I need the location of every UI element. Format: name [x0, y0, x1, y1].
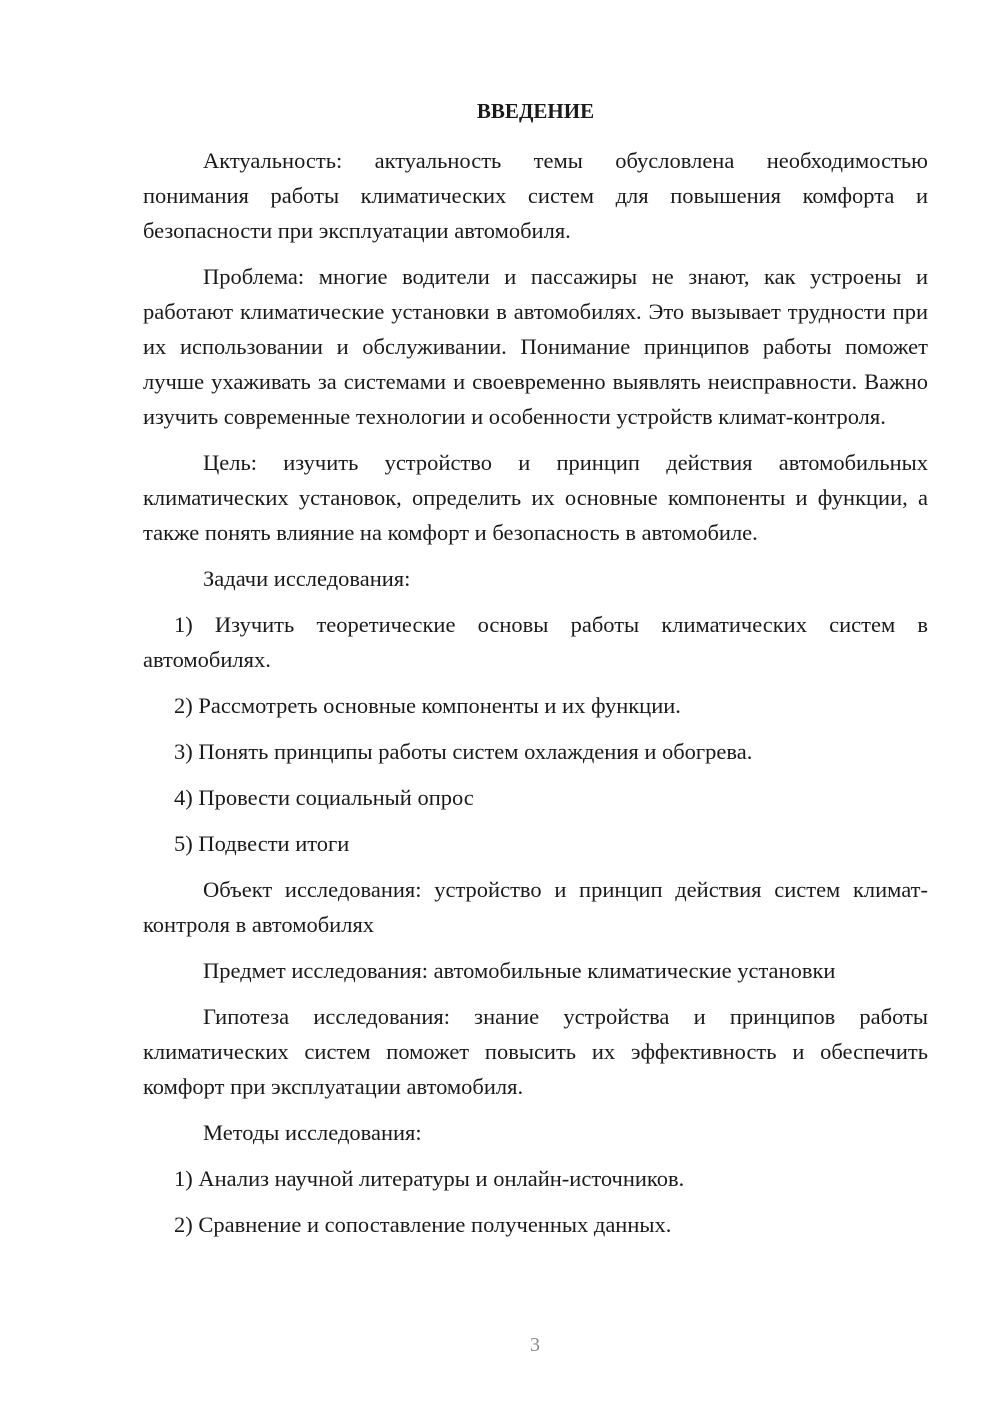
hypothesis-paragraph: Гипотеза исследования: знание устройства и принципов работы климатических систем поможет повысить их эффективность и обеспечить комфорт при эксплуатации автомобиля. [143, 1004, 928, 1099]
task-item-3: 3) Понять принципы работы систем охлаждения и обогрева. [174, 739, 753, 764]
problem-paragraph: Проблема: многие водители и пассажиры не знают, как устроены и работают климатические установки в автомобилях. Это вызывает трудности при их использовании и обслуживании. Понимание принципов работы поможет лучше ухаживать за системами и своевременно выявлять неисправности. Важно изучить современные технологии и особенности устройств климат-контроля. [143, 264, 928, 429]
methods-heading: Методы исследования: [203, 1120, 422, 1145]
page-content [143, 96, 928, 1253]
goal-paragraph: Цель: изучить устройство и принцип действия автомобильных климатических установок, определить их основные компоненты и функции, а также понять влияние на комфорт и безопасность в автомобиле. [143, 450, 928, 545]
tasks-heading: Задачи исследования: [203, 566, 411, 591]
method-item-2: 2) Сравнение и сопоставление полученных данных. [174, 1212, 672, 1237]
task-item-2: 2) Рассмотреть основные компоненты и их функции. [174, 693, 681, 718]
subject-paragraph: Предмет исследования: автомобильные климатические установки [203, 958, 836, 983]
relevance-paragraph: Актуальность: актуальность темы обусловлена необходимостью понимания работы климатических систем для повышения комфорта и безопасности при эксплуатации автомобиля. [143, 148, 928, 243]
page-number: 3 [530, 1334, 540, 1356]
method-item-1: 1) Анализ научной литературы и онлайн-источников. [174, 1166, 685, 1191]
object-paragraph: Объект исследования: устройство и принцип действия систем климат-контроля в автомобилях [143, 877, 928, 937]
task-item-1: 1) Изучить теоретические основы работы климатических систем в автомобилях. [143, 612, 928, 672]
task-item-5: 5) Подвести итоги [174, 831, 350, 856]
section-title: ВВЕДЕНИЕ [476, 99, 595, 123]
task-item-4: 4) Провести социальный опрос [174, 785, 474, 810]
